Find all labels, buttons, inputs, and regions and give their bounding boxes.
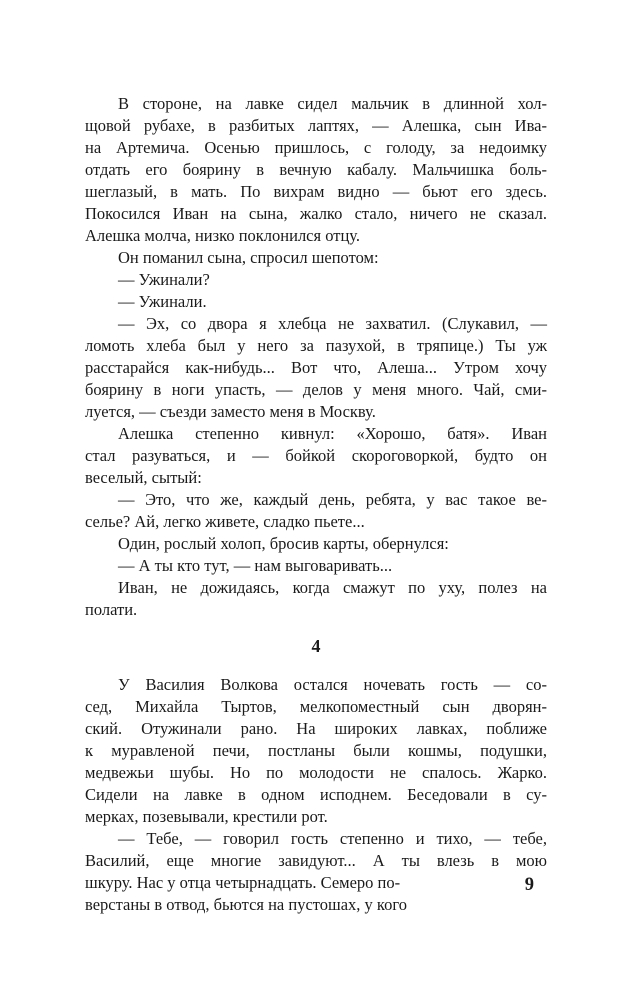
text-line: боярину в ноги упасть, — делов у меня много. Чай, сми- bbox=[85, 380, 547, 399]
text-line: на Артемича. Осенью пришлось, с голоду, за недоимку bbox=[85, 138, 547, 157]
paragraph bbox=[85, 423, 547, 489]
text-line: отдать его боярину в вечную кабалу. Мальчишка боль- bbox=[85, 160, 547, 179]
text-line: ломоть хлеба был у него за пазухой, в тряпице.) Ты уж bbox=[85, 336, 547, 355]
text-line: верстаны в отвод, бьются на пустошах, у кого bbox=[85, 895, 407, 914]
text-line: к муравленой печи, постланы были кошмы, подушки, bbox=[85, 741, 547, 760]
text-line: стал разуваться, и — бойкой скороговоркой, будто он bbox=[85, 446, 547, 465]
text-line: В стороне, на лавке сидел мальчик в длинной хол- bbox=[118, 94, 547, 113]
text-line: расстарайся как-нибудь... Вот что, Алеша... Утром хочу bbox=[85, 358, 547, 377]
paragraph bbox=[85, 828, 547, 916]
paragraph bbox=[85, 291, 547, 313]
text-line: — Ужинали. bbox=[118, 292, 207, 311]
text-line: Он поманил сына, спросил шепотом: bbox=[118, 248, 379, 267]
paragraph bbox=[85, 247, 547, 269]
text-line: — Эх, со двора я хлебца не захватил. (Слукавил, — bbox=[118, 314, 547, 333]
text-line: У Василия Волкова остался ночевать гость — со- bbox=[118, 675, 547, 694]
text-line: веселый, сытый: bbox=[85, 468, 202, 487]
text-line: сед, Михайла Тыртов, мелкопоместный сын дворян- bbox=[85, 697, 547, 716]
text-line: — Это, что же, каждый день, ребята, у вас такое ве- bbox=[118, 490, 547, 509]
paragraph bbox=[85, 555, 547, 577]
text-block bbox=[85, 93, 547, 916]
text-line: — Тебе, — говорил гость степенно и тихо, — тебе, bbox=[118, 829, 547, 848]
paragraph bbox=[85, 93, 547, 247]
text-line: Василий, еще многие завидуют... А ты влезь в мою bbox=[85, 851, 547, 870]
text-line: Алешка степенно кивнул: «Хорошо, батя». Иван bbox=[118, 424, 547, 443]
text-line: Покосился Иван на сына, жалко стало, ничего не сказал. bbox=[85, 204, 547, 223]
text-line: шкуру. Нас у отца четырнадцать. Семеро по- bbox=[85, 873, 401, 892]
text-line: ский. Отужинали рано. На широких лавках, поближе bbox=[85, 719, 547, 738]
text-line: щовой рубахе, в разбитых лаптях, — Алешка, сын Ива- bbox=[85, 116, 547, 135]
text-line: Алешка молча, низко поклонился отцу. bbox=[85, 226, 361, 245]
text-line: полати. bbox=[85, 600, 138, 619]
text-line: Иван, не дожидаясь, когда смажут по уху, полез на bbox=[118, 578, 547, 597]
paragraph bbox=[85, 674, 547, 828]
page-number: 9 bbox=[524, 875, 534, 895]
paragraph bbox=[85, 269, 547, 291]
section-heading: 4 bbox=[311, 636, 321, 656]
text-line: — Ужинали? bbox=[118, 270, 210, 289]
text-line: Один, рослый холоп, бросив карты, обернулся: bbox=[118, 534, 449, 553]
paragraph bbox=[85, 533, 547, 555]
text-line: — А ты кто тут, — нам выговаривать... bbox=[118, 556, 393, 575]
text-line: Сидели на лавке в одном исподнем. Беседовали в су- bbox=[85, 785, 547, 804]
paragraph bbox=[85, 577, 547, 621]
paragraph bbox=[85, 313, 547, 423]
text-line: медвежьи шубы. Но по молодости не спалось. Жарко. bbox=[85, 763, 547, 782]
paragraph bbox=[85, 489, 547, 533]
text-line: луется, — съезди заместо меня в Москву. bbox=[85, 402, 376, 421]
text-line: селье? Ай, легко живете, сладко пьете... bbox=[85, 512, 365, 531]
text-line: мерках, позевывали, крестили рот. bbox=[85, 807, 328, 826]
text-line: шеглазый, в мать. По вихрам видно — бьют его здесь. bbox=[85, 182, 547, 201]
